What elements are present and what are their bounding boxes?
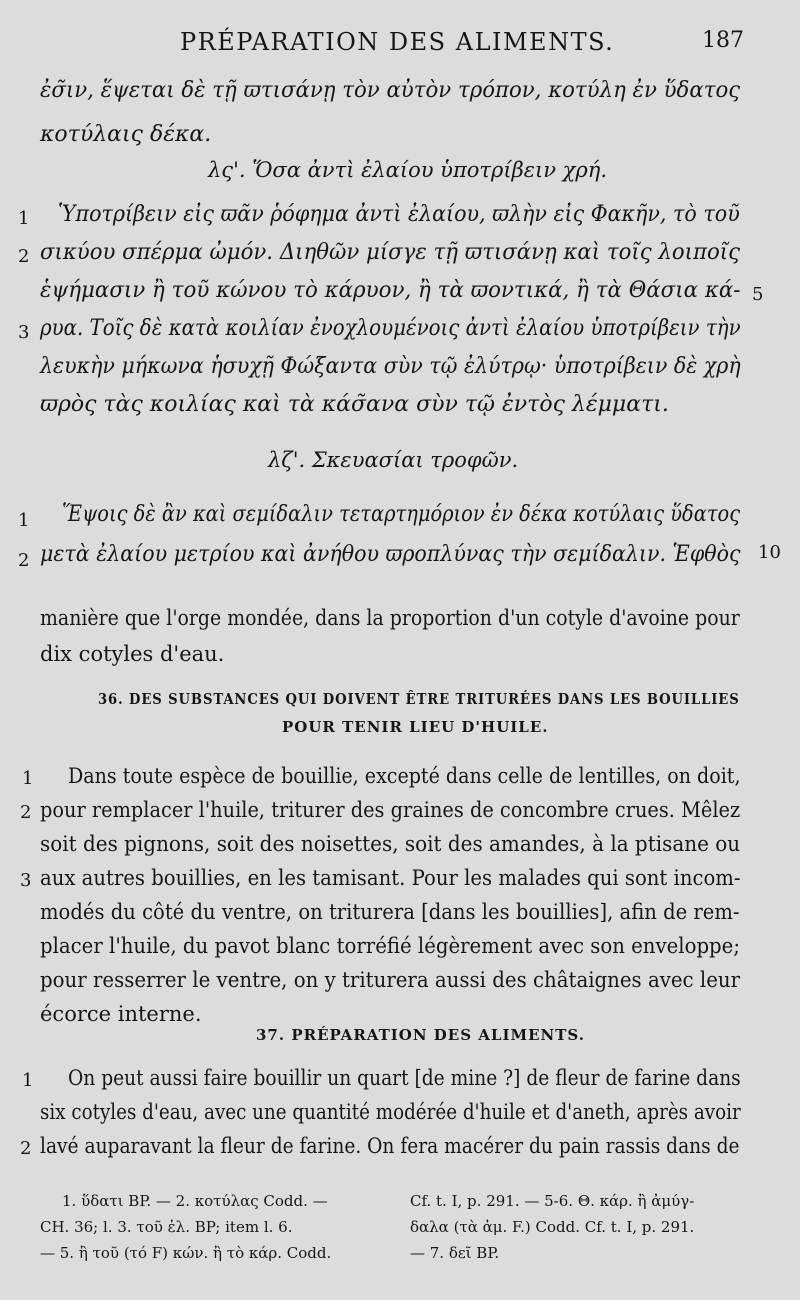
greek-line: σικύου σπέρμα ὠμόν. Διηθῶν μίσγε τῇ ϖτισάνῃ καὶ τοῖς λοιποῖς	[40, 240, 740, 265]
footnote-left: — 5. ἢ τοῦ (τό F) κών. ἢ τὸ κάρ. Codd.	[40, 1244, 332, 1262]
french-line: aux autres bouillies, en les tamisant. Pour les malades qui sont incom-	[40, 866, 741, 890]
running-header	[0, 28, 800, 58]
french-line: pour remplacer l'huile, triturer des graines de concombre crues. Mêlez	[40, 798, 741, 822]
footnote-right: — 7. δεῖ BP.	[410, 1244, 500, 1262]
french-line: dix cotyles d'eau.	[40, 642, 225, 666]
line-number: 1	[22, 1070, 34, 1091]
french-line: soit des pignons, soit des noisettes, soit des amandes, à la ptisane ou	[40, 832, 741, 856]
greek-line: ἐσ̃ιν, ἕψεται δὲ τῇ ϖτισάνῃ τὸν αὐτὸν τρόπον, κοτύλη ἐν ὕδατος	[40, 78, 741, 103]
line-number: 1	[18, 510, 30, 531]
french-line: manière que l'orge mondée, dans la proportion d'un cotyle d'avoine pour	[40, 606, 740, 630]
greek-line: μετὰ ἐλαίου μετρίου καὶ ἀνήθου ϖροπλύνας τὴν σεμίδαλιν. Ἑφθὸς	[40, 542, 741, 567]
french-line: écorce interne.	[40, 1002, 202, 1026]
greek-line: ἑψήμασιν ἢ τοῦ κώνου τὸ κάρυον, ἢ τὰ ϖοντικά, ἢ τὰ Θάσια κά-	[40, 278, 741, 303]
greek-chapter-heading: λζ'. Σκευασίαι τροφῶν.	[268, 448, 519, 472]
french-chapter-heading: POUR TENIR LIEU D'HUILE.	[282, 718, 549, 736]
line-number: 2	[20, 802, 32, 823]
footnote-left: CH. 36; l. 3. τοῦ ἐλ. BP; item l. 6.	[40, 1218, 293, 1236]
line-number: 1	[18, 208, 30, 229]
line-number: 2	[20, 1138, 32, 1159]
french-line: six cotyles d'eau, avec une quantité modérée d'huile et d'aneth, après avoir	[40, 1100, 741, 1124]
french-line: placer l'huile, du pavot blanc torréfié légèrement avec son enveloppe;	[40, 934, 740, 958]
french-line: lavé auparavant la fleur de farine. On fera macérer du pain rassis dans de	[40, 1134, 740, 1158]
french-line: Dans toute espèce de bouillie, excepté dans celle de lentilles, on doit,	[68, 764, 741, 788]
line-number: 2	[18, 246, 30, 267]
footnote-left: 1. ὕδατι BP. — 2. κοτύλας Codd. —	[62, 1192, 328, 1210]
french-line: On peut aussi faire bouillir un quart [de mine ?] de fleur de farine dans	[68, 1066, 741, 1090]
greek-line: Ἕψοις δὲ ἂν καὶ σεμίδαλιν τεταρτημόριον ἐν δέκα κοτύλαις ὕδατος	[62, 502, 741, 527]
french-chapter-heading: 37. PRÉPARATION DES ALIMENTS.	[256, 1026, 585, 1044]
greek-line: λευκὴν μήκωνα ἡσυχῇ Φώξαντα σὺν τῷ ἐλύτρῳ· ὑποτρίβειν δὲ χρὴ	[40, 354, 741, 379]
footnote-right: Cf. t. I, p. 291. — 5-6. Θ. κάρ. ἢ ἀμύγ-	[410, 1192, 695, 1210]
greek-line: ρυα. Τοῖς δὲ κατὰ κοιλίαν ἐνοχλουμένοις ἀντὶ ἐλαίου ὑποτρίβειν τὴν	[40, 316, 741, 341]
greek-line: κοτύλαις δέκα.	[40, 122, 212, 147]
line-number: 2	[18, 550, 30, 571]
page-number: 187	[702, 28, 744, 53]
line-number: 3	[18, 322, 30, 343]
line-number-right: 10	[758, 542, 781, 563]
french-chapter-heading: 36. DES SUBSTANCES QUI DOIVENT ÊTRE TRITURÉES DANS LES BOUILLIES	[98, 690, 740, 708]
french-line: modés du côté du ventre, on triturera [dans les bouillies], afin de rem-	[40, 900, 740, 924]
line-number-right: 5	[752, 284, 764, 305]
greek-line: ϖρὸς τὰς κοιλίας καὶ τὰ κάσ̃ανα σὺν τῷ ἐντὸς λέμματι.	[40, 392, 669, 417]
running-title: PRÉPARATION DES ALIMENTS.	[180, 28, 615, 56]
greek-chapter-heading: λς'. Ὅσα ἀντὶ ἐλαίου ὑποτρίβειν χρή.	[208, 158, 607, 182]
line-number: 3	[20, 870, 32, 891]
greek-line: Ὑποτρίβειν εἰς ϖᾶν ῥόφημα ἀντὶ ἐλαίου, ϖλὴν εἰς Φακῆν, τὸ τοῦ	[58, 202, 740, 227]
french-line: pour resserrer le ventre, on y triturera aussi des châtaignes avec leur	[40, 968, 741, 992]
line-number: 1	[22, 768, 34, 789]
footnote-right: δαλα (τὰ ἀμ. F.) Codd. Cf. t. I, p. 291.	[410, 1218, 695, 1236]
